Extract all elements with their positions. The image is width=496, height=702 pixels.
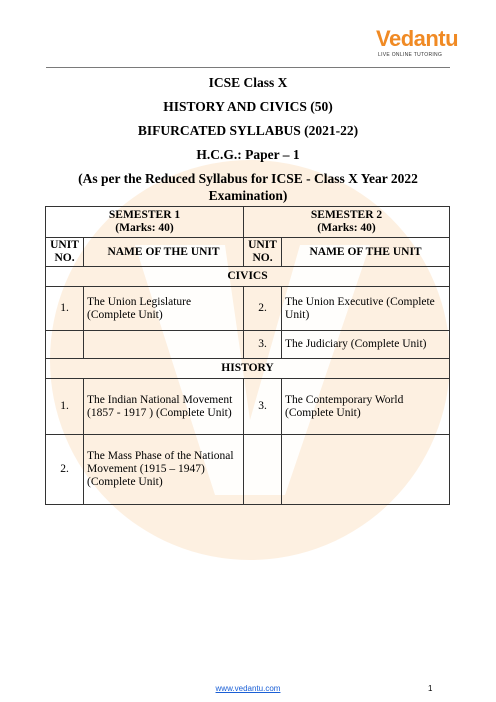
title-class: ICSE Class X — [208, 75, 288, 90]
section-civics: CIVICS — [46, 267, 450, 287]
unit-no: 2. — [244, 287, 282, 331]
unit-name: The Union Executive (Complete Unit) — [282, 287, 450, 331]
semester-1-marks: (Marks: 40) — [115, 222, 174, 234]
header-divider — [46, 67, 450, 68]
title-note: (As per the Reduced Syllabus for ICSE - Class X Year 2022 Examination) — [78, 171, 418, 203]
title-syllabus: BIFURCATED SYLLABUS (2021-22) — [137, 123, 359, 138]
unit-name — [282, 435, 450, 505]
title-paper: H.C.G.: Paper – 1 — [196, 147, 300, 162]
semester-2-header — [244, 207, 450, 238]
col-name-2: NAME OF THE UNIT — [282, 238, 450, 267]
unit-no: 1. — [46, 379, 84, 435]
semester-header-row — [46, 207, 450, 238]
unit-name — [84, 331, 244, 359]
title-subject: HISTORY AND CIVICS (50) — [163, 99, 333, 114]
vedantu-logo — [376, 28, 466, 68]
unit-no: 3. — [244, 379, 282, 435]
semester-1-title: SEMESTER 1 — [108, 209, 181, 221]
section-row-civics — [46, 267, 450, 287]
semester-1-header — [46, 207, 244, 238]
unit-name: The Union Legislature (Complete Unit) — [84, 287, 244, 331]
table-row — [46, 435, 450, 505]
footer-website-link[interactable]: www.vedantu.com — [215, 684, 281, 693]
unit-no — [244, 435, 282, 505]
table-row — [46, 287, 450, 331]
table-row — [46, 379, 450, 435]
unit-no: 3. — [244, 331, 282, 359]
document-titles — [40, 74, 456, 204]
col-unit-no-2: UNIT NO. — [244, 238, 282, 267]
semester-2-marks: (Marks: 40) — [317, 222, 376, 234]
section-history: HISTORY — [46, 359, 450, 379]
col-unit-no-1: UNIT NO. — [46, 238, 84, 267]
unit-no: 2. — [46, 435, 84, 505]
semester-2-title: SEMESTER 2 — [310, 209, 383, 221]
unit-name: The Mass Phase of the National Movement (1915 – 1947) (Complete Unit) — [84, 435, 244, 505]
unit-name: The Judiciary (Complete Unit) — [282, 331, 450, 359]
syllabus-table — [45, 206, 450, 505]
logo-text: Vedantu — [376, 26, 459, 51]
unit-name: The Indian National Movement (1857 - 1917 ) (Complete Unit) — [84, 379, 244, 435]
col-name-1: NAME OF THE UNIT — [84, 238, 244, 267]
unit-name: The Contemporary World (Complete Unit) — [282, 379, 450, 435]
section-row-history — [46, 359, 450, 379]
page-number: 1 — [428, 684, 433, 693]
unit-no: 1. — [46, 287, 84, 331]
logo-tagline: LIVE ONLINE TUTORING — [378, 52, 443, 58]
column-header-row — [46, 238, 450, 267]
unit-no — [46, 331, 84, 359]
table-row — [46, 331, 450, 359]
